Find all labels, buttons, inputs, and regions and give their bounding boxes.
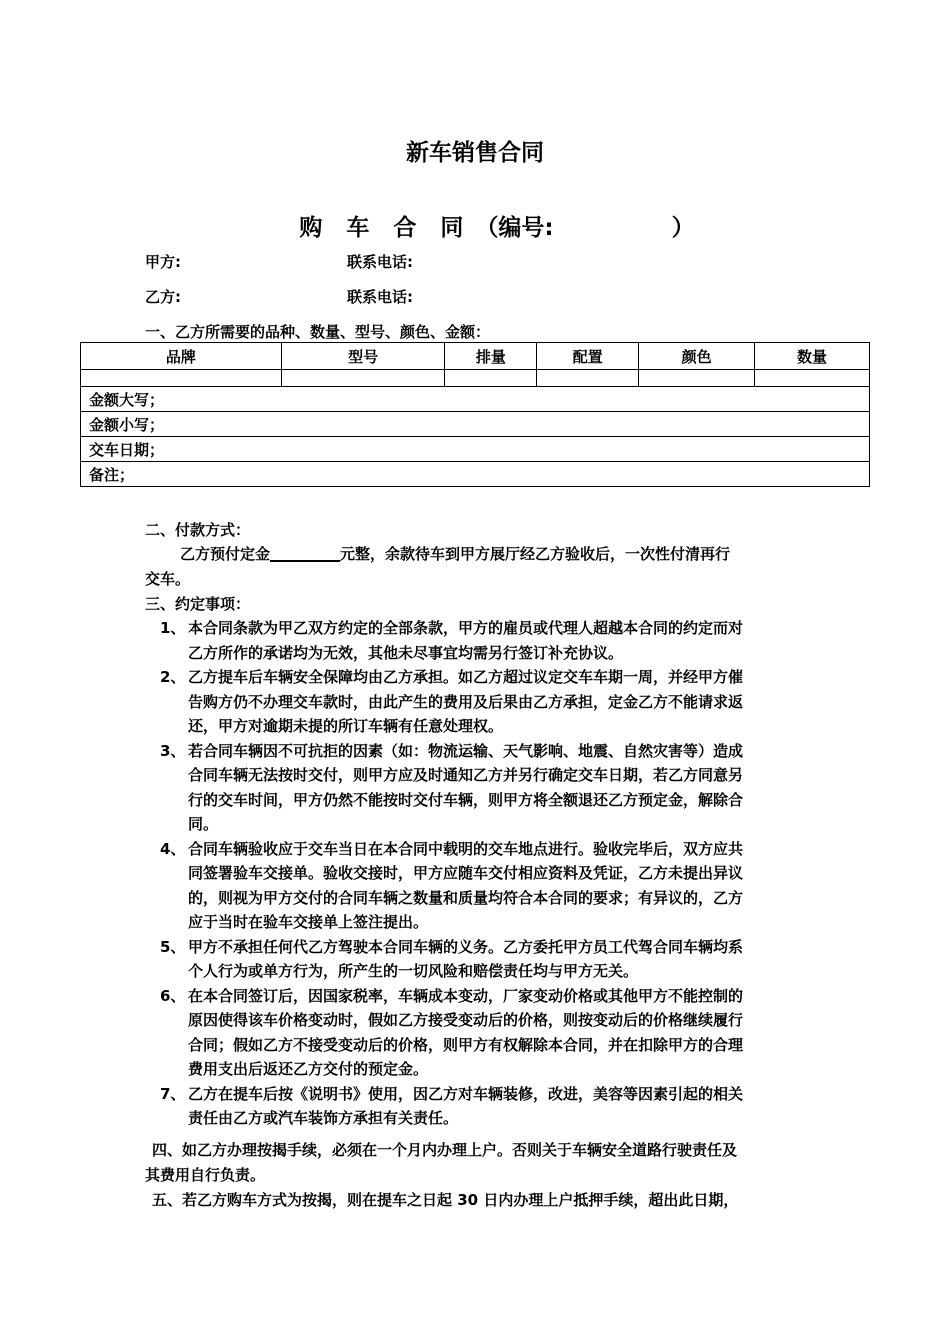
agreement-item-number: 6、 bbox=[160, 986, 186, 1005]
header-color: 颜色 bbox=[639, 343, 755, 370]
agreement-item-line: 甲方不承担任何代乙方驾驶本合同车辆的义务。乙方委托甲方员工代驾合同车辆均系 bbox=[188, 937, 744, 956]
section2-paragraph bbox=[180, 543, 730, 564]
agreement-item-line: 原因使得该车价格变动时，假如乙方接受变动后的价格，则按变动后的价格继续履行 bbox=[188, 1011, 744, 1029]
party-b-label: 乙方: bbox=[145, 288, 181, 306]
cell-brand[interactable] bbox=[81, 370, 282, 387]
agreement-item-number: 7、 bbox=[160, 1084, 186, 1103]
subtitle-char-4: 同 bbox=[440, 215, 464, 241]
section1-heading: 一、乙方所需要的品种、数量、型号、颜色、金额： bbox=[145, 323, 491, 341]
table-row bbox=[81, 412, 870, 437]
deposit-text-before: 乙方预付定金 bbox=[180, 545, 271, 563]
delivery-date-row[interactable]: 交车日期； bbox=[81, 437, 870, 462]
agreement-item-line: 在本合同签订后，因国家税率，车辆成本变动，厂家变动价格或其他甲方不能控制的 bbox=[188, 986, 744, 1005]
agreement-item-line: 同。 bbox=[188, 815, 219, 833]
remarks-row[interactable]: 备注； bbox=[81, 462, 870, 487]
agreement-item-line: 本合同条款为甲乙双方约定的全部条款，甲方的雇员或代理人超越本合同的约定而对 bbox=[188, 619, 744, 637]
document-subtitle bbox=[0, 183, 950, 268]
section5-line-1: 五、若乙方购车方式为按揭，则在提车之日起 30 日内办理上户抵押手续，超出此日期， bbox=[152, 1191, 739, 1209]
table-row bbox=[81, 462, 870, 487]
agreement-item-number: 5、 bbox=[160, 937, 186, 956]
amount-words-row[interactable]: 金额大写； bbox=[81, 387, 870, 412]
section2-heading: 二、付款方式： bbox=[145, 521, 251, 539]
header-displacement: 排量 bbox=[445, 343, 537, 370]
cell-quantity[interactable] bbox=[755, 370, 870, 387]
agreement-item-line: 行的交车时间，甲方仍然不能按时交付车辆，则甲方将全额退还乙方预定金，解除合 bbox=[188, 790, 744, 809]
section3-heading: 三、约定事项： bbox=[145, 595, 251, 613]
deposit-amount-blank[interactable] bbox=[270, 544, 340, 562]
agreement-item-line: 乙方在提车后按《说明书》使用，因乙方对车辆装修，改进，美容等因素引起的相关 bbox=[188, 1084, 744, 1103]
cell-displacement[interactable] bbox=[445, 370, 537, 387]
cell-model[interactable] bbox=[281, 370, 445, 387]
cell-configuration[interactable] bbox=[537, 370, 639, 387]
section4-line-2: 其费用自行负责。 bbox=[145, 1166, 266, 1184]
table-row bbox=[81, 437, 870, 462]
amount-figures-row[interactable]: 金额小写； bbox=[81, 412, 870, 437]
agreement-item-number: 2、 bbox=[160, 668, 186, 686]
agreement-item-line: 若合同车辆因不可抗拒的因素（如：物流运输、天气影响、地震、自然灾害等）造成 bbox=[188, 741, 744, 760]
subtitle-close-bracket: ） bbox=[671, 215, 695, 241]
subtitle-char-3: 合 bbox=[393, 215, 417, 241]
party-b-phone-label: 联系电话: bbox=[347, 288, 413, 306]
table-row bbox=[81, 387, 870, 412]
agreement-item-line: 同签署验车交接单。验收交接时，甲方应随车交付相应资料及凭证，乙方未提出异议 bbox=[188, 864, 744, 882]
section4-line-1: 四、如乙方办理按揭手续，必须在一个月内办理上户。否则关于车辆安全道路行驶责任及 bbox=[152, 1141, 738, 1159]
agreement-item-number: 3、 bbox=[160, 741, 186, 760]
document-title: 新车销售合同 bbox=[406, 140, 544, 166]
table-blank-row bbox=[81, 370, 870, 387]
agreement-item-line: 告购方仍不办理交车款时，由此产生的费用及后果由乙方承担，定金乙方不能请求返 bbox=[188, 692, 744, 711]
agreement-item-line: 合同车辆无法按时交付，则甲方应及时通知乙方并另行确定交车日期，若乙方同意另 bbox=[188, 766, 744, 784]
agreement-item-line: 的，则视为甲方交付的合同车辆之数量和质量均符合本合同的要求；有异议的，乙方 bbox=[188, 888, 744, 907]
subtitle-char-1: 购 bbox=[299, 215, 323, 241]
agreement-item-line: 合同；假如乙方不接受变动后的价格，则甲方有权解除本合同，并在扣除甲方的合理 bbox=[188, 1035, 744, 1054]
cell-color[interactable] bbox=[639, 370, 755, 387]
header-configuration: 配置 bbox=[537, 343, 639, 370]
agreement-item-line: 应于当时在验车交接单上签注提出。 bbox=[188, 913, 429, 931]
section2-paragraph-wrap: 交车。 bbox=[145, 570, 191, 588]
agreement-item-line: 责任由乙方或汽车装饰方承担有关责任。 bbox=[188, 1109, 459, 1127]
agreement-item-number: 4、 bbox=[160, 839, 186, 858]
deposit-text-after: 元整，余款待车到甲方展厅经乙方验收后，一次性付清再行 bbox=[340, 545, 731, 563]
agreement-item-line: 个人行为或单方行为，所产生的一切风险和赔偿责任均与甲方无关。 bbox=[188, 962, 639, 980]
subtitle-number-label: （编号: bbox=[475, 215, 554, 241]
party-a-label: 甲方: bbox=[145, 253, 181, 271]
agreement-item-line: 合同车辆验收应于交车当日在本合同中载明的交车地点进行。验收完毕后，双方应共 bbox=[188, 839, 744, 858]
header-model: 型号 bbox=[281, 343, 445, 370]
agreement-item-line: 乙方所作的承诺均为无效，其他未尽事宜均需另行签订补充协议。 bbox=[188, 643, 624, 662]
agreement-item-line: 费用支出后返还乙方交付的预定金。 bbox=[188, 1060, 429, 1078]
agreement-item-number: 1、 bbox=[160, 619, 186, 637]
header-quantity: 数量 bbox=[755, 343, 870, 370]
party-a-phone-label: 联系电话: bbox=[347, 253, 413, 271]
agreement-item-line: 乙方提车后车辆安全保障均由乙方承担。如乙方超过议定交车车期一周，并经甲方催 bbox=[188, 668, 744, 686]
subtitle-char-2: 车 bbox=[346, 215, 370, 241]
agreement-item-line: 还，甲方对逾期未提的所订车辆有任意处理权。 bbox=[188, 717, 504, 735]
header-brand: 品牌 bbox=[81, 343, 282, 370]
vehicle-spec-table bbox=[80, 342, 870, 487]
table-header-row bbox=[81, 343, 870, 370]
